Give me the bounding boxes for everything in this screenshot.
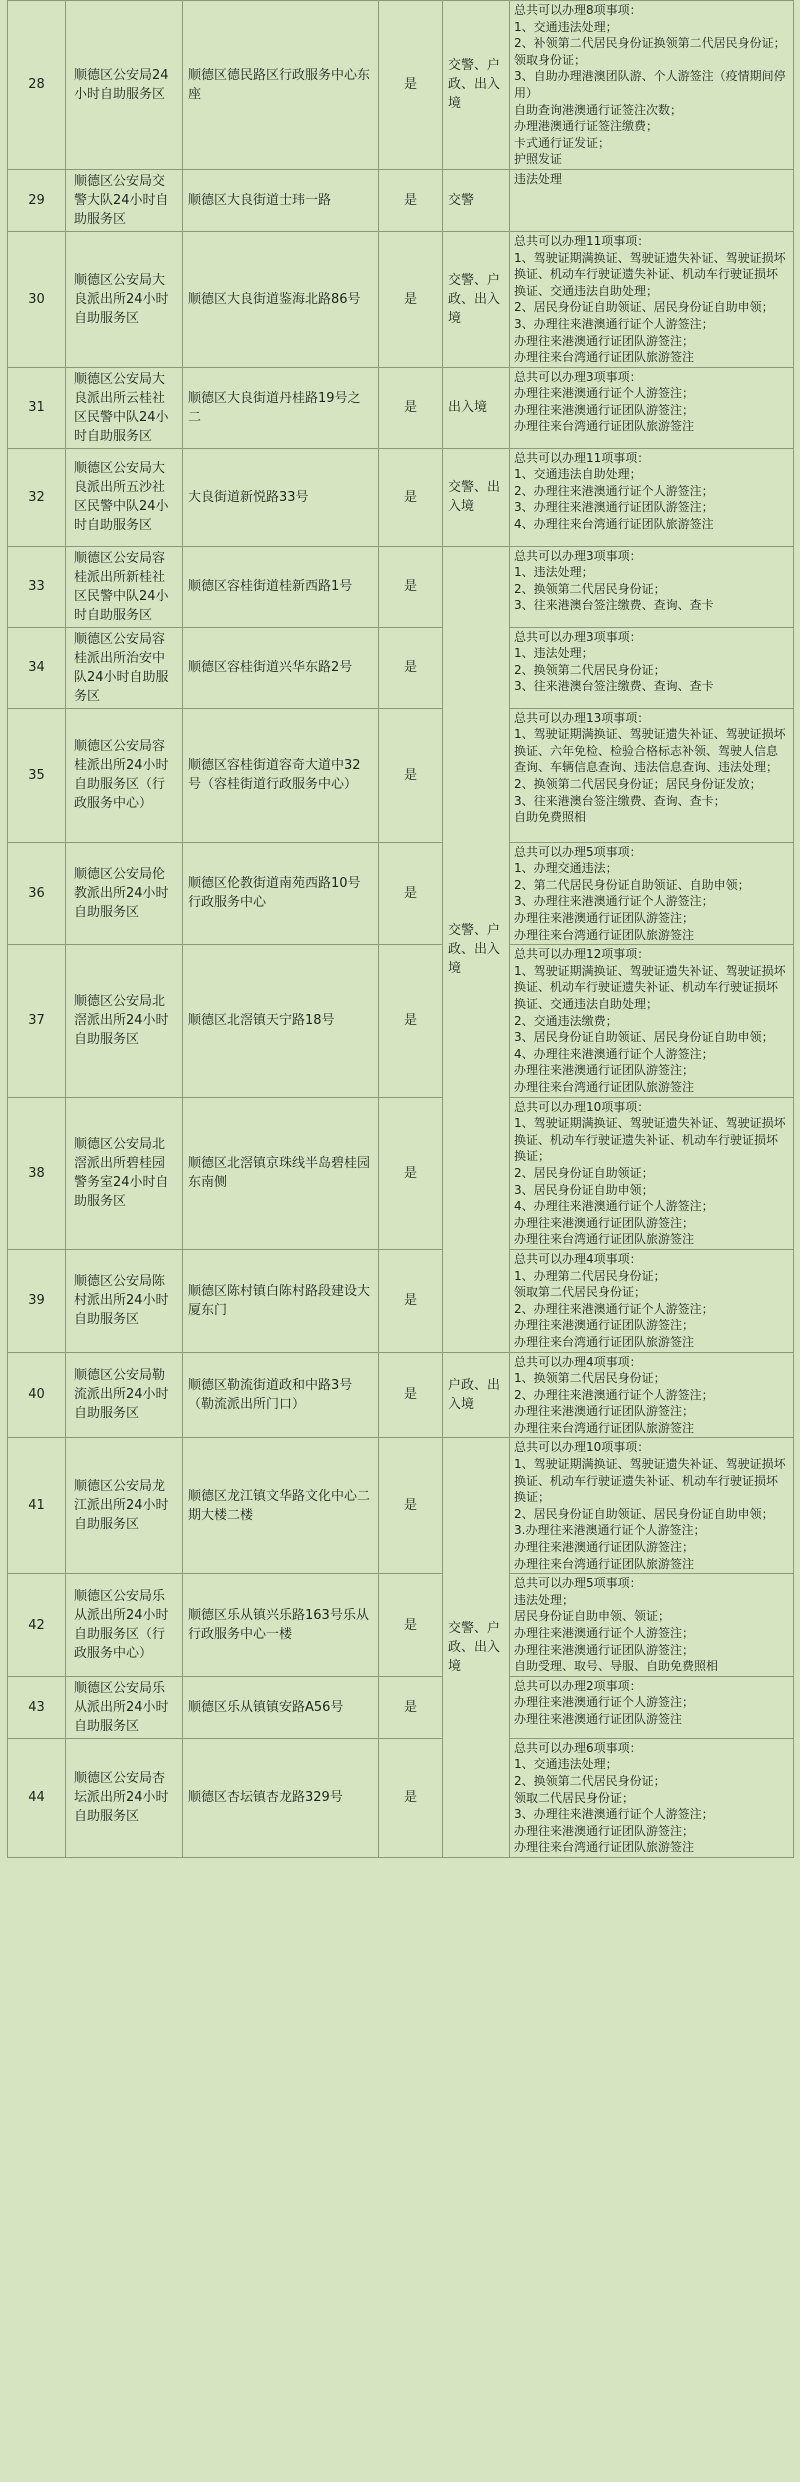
business-item: 办理往来港澳通行证团队游签注； [514, 1215, 695, 1230]
business-item: 总共可以办理12项事项： [514, 947, 650, 962]
service-area-name: 顺德区公安局乐从派出所24小时自助服务区 [66, 1676, 183, 1738]
service-area-address: 顺德区勒流街道政和中路3号（勒流派出所门口） [183, 1352, 379, 1438]
business-item: 3、往来港澳台签注缴费、查询、查卡； [514, 793, 726, 808]
table-row [8, 448, 794, 546]
business-items [510, 448, 794, 546]
business-item: 4、办理往来港澳通行证个人游签注； [514, 1199, 714, 1214]
business-items [510, 627, 794, 708]
business-item: 1、换领第二代居民身份证； [514, 1371, 666, 1386]
business-item: 办理往来港澳通行证团队游签注； [514, 1540, 695, 1555]
service-area-address: 顺德区北滘镇天宁路18号 [183, 945, 379, 1097]
service-area-name: 顺德区公安局容桂派出所治安中队24小时自助服务区 [66, 627, 183, 708]
open-24h-flag: 是 [379, 1, 443, 170]
business-item: 2、交通违法缴费； [514, 1013, 618, 1028]
department: 户政、出入境 [443, 1352, 510, 1438]
business-item: 办理往来港澳通行证个人游签注； [514, 1695, 695, 1710]
business-item: 办理往来港澳通行证个人游签注； [514, 1626, 695, 1640]
table-row [8, 1352, 794, 1438]
business-item: 总共可以办理13项事项： [514, 710, 650, 725]
table-body [8, 1, 794, 1858]
open-24h-flag: 是 [379, 1438, 443, 1574]
service-area-name: 顺德区公安局杏坛派出所24小时自助服务区 [66, 1738, 183, 1857]
table-row [8, 546, 794, 627]
service-area-name: 顺德区公安局交警大队24小时自助服务区 [66, 169, 183, 231]
business-item: 2、办理往来港澳通行证个人游签注； [514, 1387, 714, 1402]
business-item: 总共可以办理3项事项： [514, 629, 642, 644]
business-item: 3.办理往来港澳通行证个人游签注； [514, 1523, 706, 1538]
business-item: 3、居民身份证自助申领； [514, 1182, 654, 1197]
business-item: 总共可以办理5项事项： [514, 844, 642, 859]
table-row [8, 1, 794, 170]
row-number: 34 [8, 627, 66, 708]
service-area-address: 顺德区德民路区行政服务中心东座 [183, 1, 379, 170]
business-item: 领取二代居民身份证； [514, 1790, 635, 1805]
row-number: 33 [8, 546, 66, 627]
service-area-address: 顺德区大良街道鉴海北路86号 [183, 231, 379, 367]
business-item: 3、自助办理港澳团队游、个人游签注（疫情期间停用） [514, 69, 786, 100]
service-area-name: 顺德区公安局容桂派出所新桂社区民警中队24小时自助服务区 [66, 546, 183, 627]
business-item: 2、居民身份证自助领证； [514, 1165, 654, 1180]
business-items [510, 708, 794, 842]
service-area-name: 顺德区公安局乐从派出所24小时自助服务区（行政服务中心） [66, 1574, 183, 1677]
service-area-address: 顺德区容桂街道兴华东路2号 [183, 627, 379, 708]
service-area-name: 顺德区公安局伦教派出所24小时自助服务区 [66, 842, 183, 945]
business-item: 总共可以办理3项事项： [514, 369, 642, 384]
service-area-name: 顺德区公安局容桂派出所24小时自助服务区（行政服务中心） [66, 708, 183, 842]
service-area-address: 顺德区陈村镇白陈村路段建设大厦东门 [183, 1249, 379, 1352]
open-24h-flag: 是 [379, 367, 443, 448]
open-24h-flag: 是 [379, 1738, 443, 1857]
row-number: 29 [8, 169, 66, 231]
row-number: 32 [8, 448, 66, 546]
business-item: 2、办理往来港澳通行证个人游签注； [514, 1301, 714, 1316]
service-area-address: 顺德区杏坛镇杏龙路329号 [183, 1738, 379, 1857]
business-item: 办理港澳通行证签注缴费； [514, 119, 659, 134]
business-item: 1、违法处理； [514, 565, 594, 580]
business-items [510, 1738, 794, 1857]
table-row [8, 842, 794, 945]
business-item: 1、交通违法处理； [514, 19, 618, 34]
business-item: 1、违法处理； [514, 646, 594, 661]
department: 交警、户政、出入境 [443, 1, 510, 170]
business-item: 总共可以办理4项事项： [514, 1354, 642, 1369]
business-item: 办理往来港澳通行证团队游签注； [514, 1063, 695, 1078]
business-items [510, 1, 794, 170]
business-items [510, 1676, 794, 1738]
table-row [8, 231, 794, 367]
business-item: 4、办理往来台湾通行证团队旅游签注 [514, 517, 714, 532]
department: 出入境 [443, 367, 510, 448]
business-item: 办理往来台湾通行证团队旅游签注 [514, 1840, 695, 1855]
business-item: 3、办理往来港澳通行证个人游签注； [514, 894, 714, 909]
service-area-address: 顺德区乐从镇镇安路A56号 [183, 1676, 379, 1738]
open-24h-flag: 是 [379, 1352, 443, 1438]
service-area-address: 大良街道新悦路33号 [183, 448, 379, 546]
business-items [510, 1574, 794, 1677]
business-item: 总共可以办理11项事项： [514, 450, 650, 465]
business-item: 1、驾驶证期满换证、驾驶证遗失补证、驾驶证损坏换证、机动车行驶证遗失补证、机动车行驶证损坏换证； [514, 1116, 786, 1164]
business-item: 办理往来港澳通行证团队游签注； [514, 911, 695, 926]
service-area-name: 顺德区公安局大良派出所24小时自助服务区 [66, 231, 183, 367]
business-item: 1、驾驶证期满换证、驾驶证遗失补证、驾驶证损坏换证、机动车行驶证遗失补证、机动车行驶证损坏换证； [514, 1457, 786, 1505]
business-item: 自助查询港澳通行证签注次数； [514, 102, 683, 117]
service-area-name: 顺德区公安局北滘派出所碧桂园警务室24小时自助服务区 [66, 1097, 183, 1249]
service-area-address: 顺德区容桂街道容奇大道中32号（容桂街道行政服务中心） [183, 708, 379, 842]
business-item: 1、驾驶证期满换证、驾驶证遗失补证、驾驶证损坏换证、六年免检、检验合格标志补领、驾驶人信息查询、车辆信息查询、违法信息查询、违法处理； [514, 727, 786, 775]
service-area-table [7, 0, 794, 1858]
business-item: 办理往来港澳通行证团队游签注； [514, 1318, 695, 1333]
row-number: 37 [8, 945, 66, 1097]
service-area-name: 顺德区公安局陈村派出所24小时自助服务区 [66, 1249, 183, 1352]
service-area-address: 顺德区北滘镇京珠线半岛碧桂园东南侧 [183, 1097, 379, 1249]
business-item: 总共可以办理8项事项： [514, 3, 642, 17]
department: 交警、出入境 [443, 448, 510, 546]
business-item: 1、办理交通违法； [514, 861, 618, 876]
business-item: 办理往来港澳通行证个人游签注； [514, 386, 695, 401]
service-area-address: 顺德区容桂街道桂新西路1号 [183, 546, 379, 627]
business-item: 办理往来台湾通行证团队旅游签注 [514, 350, 695, 365]
business-item: 违法处理； [514, 1592, 575, 1607]
business-item: 办理往来港澳通行证团队游签注； [514, 1823, 695, 1838]
business-item: 2、办理往来港澳通行证个人游签注； [514, 483, 714, 498]
business-items [510, 1352, 794, 1438]
row-number: 31 [8, 367, 66, 448]
business-item: 违法处理 [514, 171, 563, 186]
department: 交警、户政、出入境 [443, 231, 510, 367]
business-item: 2、第二代居民身份证自助领证、自助申领； [514, 877, 750, 892]
row-number: 38 [8, 1097, 66, 1249]
open-24h-flag: 是 [379, 708, 443, 842]
table-row [8, 169, 794, 231]
row-number: 36 [8, 842, 66, 945]
open-24h-flag: 是 [379, 842, 443, 945]
open-24h-flag: 是 [379, 1097, 443, 1249]
open-24h-flag: 是 [379, 1249, 443, 1352]
business-item: 总共可以办理4项事项： [514, 1251, 642, 1266]
business-item: 自助免费照相 [514, 810, 587, 825]
service-area-address: 顺德区龙江镇文华路文化中心二期大楼二楼 [183, 1438, 379, 1574]
table-row [8, 1249, 794, 1352]
business-item: 2、换领第二代居民身份证； [514, 662, 666, 677]
business-item: 1、交通违法处理； [514, 1757, 618, 1772]
open-24h-flag: 是 [379, 627, 443, 708]
open-24h-flag: 是 [379, 448, 443, 546]
row-number: 28 [8, 1, 66, 170]
service-area-address: 顺德区大良街道士玮一路 [183, 169, 379, 231]
row-number: 44 [8, 1738, 66, 1857]
open-24h-flag: 是 [379, 231, 443, 367]
business-item: 3、往来港澳台签注缴费、查询、查卡 [514, 679, 714, 694]
business-item: 总共可以办理6项事项： [514, 1740, 642, 1755]
row-number: 35 [8, 708, 66, 842]
business-item: 总共可以办理2项事项： [514, 1678, 642, 1693]
service-area-address: 顺德区大良街道丹桂路19号之二 [183, 367, 379, 448]
service-area-name: 顺德区公安局勒流派出所24小时自助服务区 [66, 1352, 183, 1438]
service-area-name: 顺德区公安局北滘派出所24小时自助服务区 [66, 945, 183, 1097]
business-item: 2、居民身份证自助领证、居民身份证自助申领； [514, 1506, 774, 1521]
department-merged: 交警、户政、出入境 [443, 546, 510, 1352]
table-row [8, 367, 794, 448]
row-number: 41 [8, 1438, 66, 1574]
business-item: 2、补领第二代居民身份证换领第二代居民身份证；领取身份证； [514, 36, 786, 67]
business-items [510, 231, 794, 367]
row-number: 30 [8, 231, 66, 367]
table-row [8, 1574, 794, 1677]
service-area-address: 顺德区伦教街道南苑西路10号行政服务中心 [183, 842, 379, 945]
business-item: 1、交通违法自助处理； [514, 467, 642, 482]
business-item: 卡式通行证发证； [514, 135, 611, 150]
business-items [510, 1438, 794, 1574]
business-item: 办理往来台湾通行证团队旅游签注 [514, 1556, 695, 1571]
business-item: 护照发证 [514, 152, 563, 167]
business-item: 2、换领第二代居民身份证； [514, 1773, 666, 1788]
table-row [8, 627, 794, 708]
business-items [510, 546, 794, 627]
row-number: 39 [8, 1249, 66, 1352]
open-24h-flag: 是 [379, 546, 443, 627]
business-item: 1、办理第二代居民身份证； [514, 1268, 666, 1283]
business-item: 3、办理往来港澳通行证团队游签注； [514, 500, 714, 515]
table-row [8, 708, 794, 842]
business-item: 办理往来港澳通行证团队游签注 [514, 1711, 683, 1726]
business-item: 2、换领第二代居民身份证；居民身份证发放； [514, 777, 762, 792]
open-24h-flag: 是 [379, 1676, 443, 1738]
service-area-address: 顺德区乐从镇兴乐路163号乐从行政服务中心一楼 [183, 1574, 379, 1677]
business-items [510, 169, 794, 231]
business-item: 领取第二代居民身份证； [514, 1285, 647, 1300]
table-row [8, 1438, 794, 1574]
row-number: 42 [8, 1574, 66, 1677]
table-row [8, 1097, 794, 1249]
business-item: 办理往来台湾通行证团队旅游签注 [514, 1080, 695, 1094]
business-item: 办理往来台湾通行证团队旅游签注 [514, 1232, 695, 1247]
business-items [510, 1097, 794, 1249]
table-row [8, 945, 794, 1097]
open-24h-flag: 是 [379, 1574, 443, 1677]
business-item: 总共可以办理10项事项： [514, 1440, 650, 1455]
business-item: 3、往来港澳台签注缴费、查询、查卡 [514, 598, 714, 613]
service-area-name: 顺德区公安局24小时自助服务区 [66, 1, 183, 170]
business-item: 2、居民身份证自助领证、居民身份证自助申领； [514, 300, 774, 315]
business-items [510, 367, 794, 448]
table-row [8, 1738, 794, 1857]
business-items [510, 842, 794, 945]
open-24h-flag: 是 [379, 169, 443, 231]
business-item: 办理往来港澳通行证团队游签注； [514, 333, 695, 348]
business-item: 2、换领第二代居民身份证； [514, 581, 666, 596]
row-number: 43 [8, 1676, 66, 1738]
business-item: 居民身份证自助申领、领证； [514, 1609, 671, 1624]
business-items [510, 945, 794, 1097]
business-item: 办理往来台湾通行证团队旅游签注 [514, 419, 695, 434]
business-items [510, 1249, 794, 1352]
business-item: 办理往来台湾通行证团队旅游签注 [514, 1334, 695, 1349]
business-item: 总共可以办理5项事项： [514, 1576, 642, 1591]
business-item: 办理往来港澳通行证团队游签注； [514, 1642, 695, 1657]
business-item: 自助受理、取号、导服、自助免费照相 [514, 1659, 719, 1674]
business-item: 总共可以办理10项事项： [514, 1099, 650, 1114]
open-24h-flag: 是 [379, 945, 443, 1097]
business-item: 3、办理往来港澳通行证个人游签注； [514, 316, 714, 331]
business-item: 3、居民身份证自助领证、居民身份证自助申领； [514, 1030, 774, 1045]
service-area-name: 顺德区公安局龙江派出所24小时自助服务区 [66, 1438, 183, 1574]
business-item: 办理往来港澳通行证团队游签注； [514, 402, 695, 417]
business-item: 办理往来台湾通行证团队旅游签注 [514, 927, 695, 942]
business-item: 总共可以办理3项事项： [514, 548, 642, 563]
table-row [8, 1676, 794, 1738]
business-item: 3、办理往来港澳通行证个人游签注； [514, 1807, 714, 1822]
business-item: 办理往来台湾通行证团队旅游签注 [514, 1420, 695, 1435]
row-number: 40 [8, 1352, 66, 1438]
business-item: 4、办理往来港澳通行证个人游签注； [514, 1046, 714, 1061]
department: 交警 [443, 169, 510, 231]
business-item: 1、驾驶证期满换证、驾驶证遗失补证、驾驶证损坏换证、机动车行驶证遗失补证、机动车行驶证损坏换证、交通违法自助处理； [514, 963, 786, 1012]
service-area-name: 顺德区公安局大良派出所五沙社区民警中队24小时自助服务区 [66, 448, 183, 546]
business-item: 办理往来港澳通行证团队游签注； [514, 1404, 695, 1419]
department-merged: 交警、户政、出入境 [443, 1438, 510, 1857]
business-item: 总共可以办理11项事项： [514, 233, 650, 248]
service-area-name: 顺德区公安局大良派出所云桂社区民警中队24小时自助服务区 [66, 367, 183, 448]
business-item: 1、驾驶证期满换证、驾驶证遗失补证、驾驶证损坏换证、机动车行驶证遗失补证、机动车行驶证损坏换证、交通违法自助处理； [514, 250, 786, 298]
